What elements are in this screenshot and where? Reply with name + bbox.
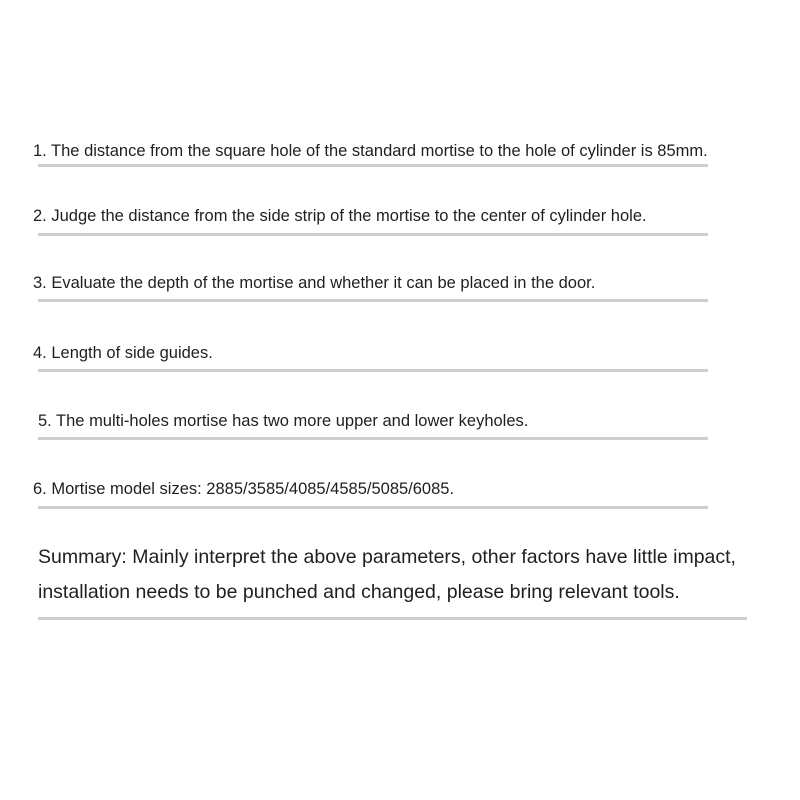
divider-5 (38, 437, 708, 440)
divider-2 (38, 233, 708, 236)
summary-line-2: installation needs to be punched and changed, please bring relevant tools. (38, 581, 680, 603)
note-item-4: 4. Length of side guides. (33, 344, 213, 362)
note-item-5: 5. The multi-holes mortise has two more upper and lower keyholes. (38, 412, 529, 430)
divider-3 (38, 299, 708, 302)
note-item-3: 3. Evaluate the depth of the mortise and whether it can be placed in the door. (33, 274, 596, 292)
note-item-6: 6. Mortise model sizes: 2885/3585/4085/4585/5085/6085. (33, 480, 455, 498)
note-item-1: 1. The distance from the square hole of the standard mortise to the hole of cylinder is 85mm. (33, 142, 708, 160)
summary-divider (38, 617, 747, 620)
summary-line-1: Summary: Mainly interpret the above parameters, other factors have little impact, (38, 546, 736, 568)
divider-4 (38, 369, 708, 372)
divider-1 (38, 164, 708, 167)
divider-6 (38, 506, 708, 509)
note-item-2: 2. Judge the distance from the side strip of the mortise to the center of cylinder hole. (33, 207, 647, 225)
